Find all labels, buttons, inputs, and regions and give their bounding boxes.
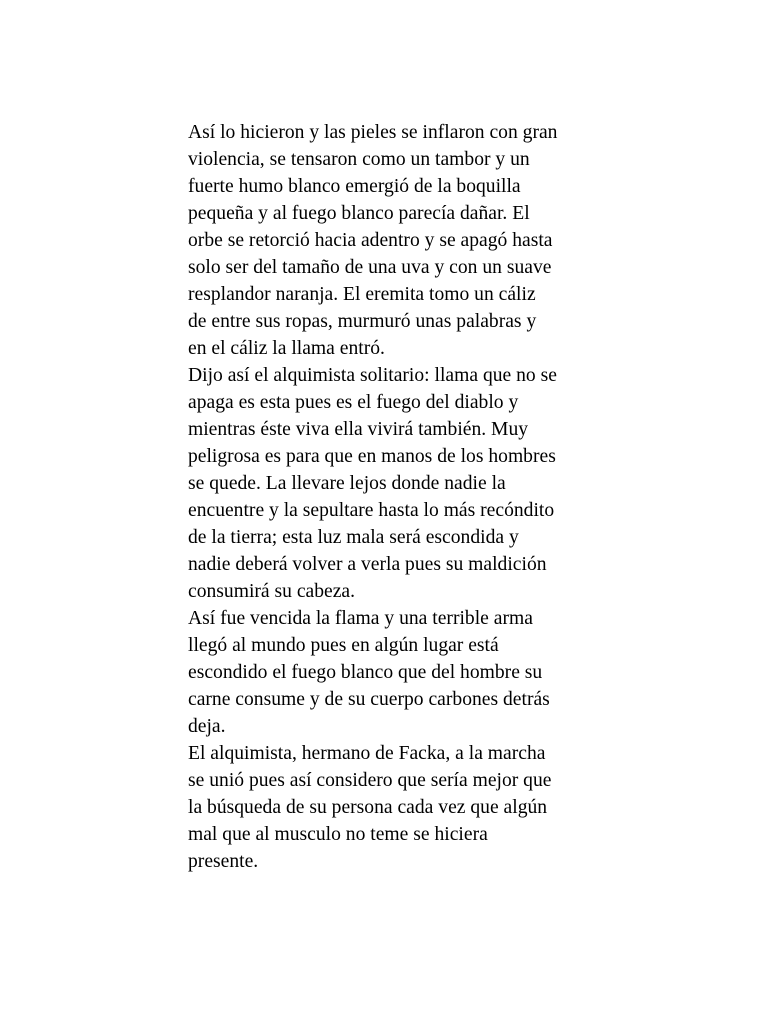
text-line: carne consume y de su cuerpo carbones detrás	[188, 689, 550, 710]
text-line: solo ser del tamaño de una uva y con un suave	[188, 257, 552, 278]
text-line: fuerte humo blanco emergió de la boquilla	[188, 176, 521, 197]
text-line: nadie deberá volver a verla pues su maldición	[188, 554, 547, 575]
text-line: resplandor naranja. El eremita tomo un cáliz	[188, 284, 536, 305]
text-line: peligrosa es para que en manos de los hombres	[188, 446, 556, 467]
text-line: presente.	[188, 851, 259, 872]
text-line: la búsqueda de su persona cada vez que algún	[188, 797, 548, 818]
text-line: encuentre y la sepultare hasta lo más recóndito	[188, 500, 555, 521]
text-line: de la tierra; esta luz mala será escondida y	[188, 527, 519, 548]
text-line: mal que al musculo no teme se hiciera	[188, 824, 488, 845]
text-line: Así fue vencida la flama y una terrible arma	[188, 608, 533, 629]
text-line: llegó al mundo pues en algún lugar está	[188, 635, 499, 656]
body-text	[188, 119, 588, 875]
text-line: se quede. La llevare lejos donde nadie la	[188, 473, 506, 494]
text-line: violencia, se tensaron como un tambor y un	[188, 149, 530, 170]
text-line: Así lo hicieron y las pieles se inflaron con gran	[188, 122, 558, 143]
text-line: El alquimista, hermano de Facka, a la marcha	[188, 743, 546, 764]
text-line: orbe se retorció hacia adentro y se apagó hasta	[188, 230, 553, 251]
text-line: apaga es esta pues es el fuego del diablo y	[188, 392, 519, 413]
text-line: consumirá su cabeza.	[188, 581, 356, 602]
text-line: mientras éste viva ella vivirá también. Muy	[188, 419, 529, 440]
text-line: se unió pues así considero que sería mejor que	[188, 770, 552, 791]
text-line: escondido el fuego blanco que del hombre su	[188, 662, 543, 683]
text-line: deja.	[188, 716, 226, 737]
text-line: Dijo así el alquimista solitario: llama que no se	[188, 365, 557, 386]
text-line: de entre sus ropas, murmuró unas palabras y	[188, 311, 537, 332]
text-line: en el cáliz la llama entró.	[188, 338, 385, 359]
text-line: pequeña y al fuego blanco parecía dañar. El	[188, 203, 530, 224]
